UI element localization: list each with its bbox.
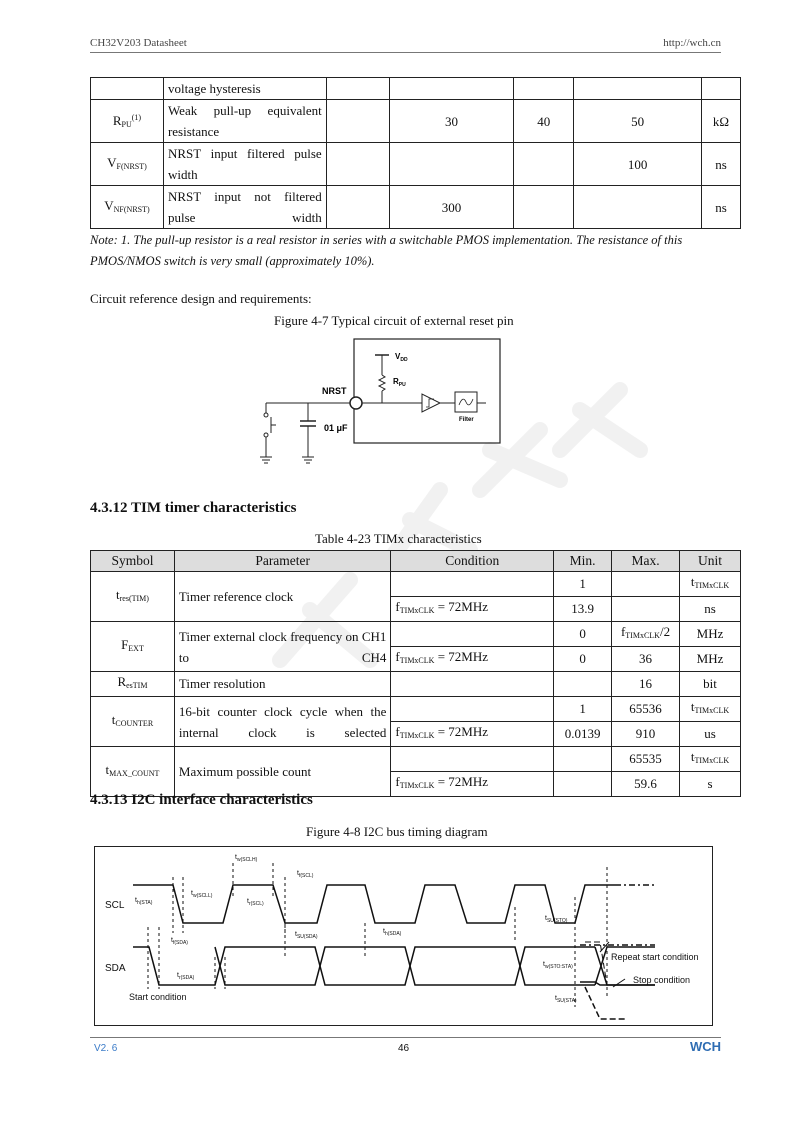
table-note: Note: 1. The pull-up resistor is a real resistor in series with a switchable PMOS implementation. The resistance of this PMOS/NMOS switch is very small (approximately 10%).	[90, 233, 683, 268]
unit-cell: $t_{TIMxCLK}$	[680, 697, 741, 722]
param-cell: voltage hysteresis	[163, 78, 326, 100]
footer-rule	[90, 1037, 721, 1038]
cond-cell	[391, 672, 554, 697]
max-cell: 100	[574, 143, 702, 186]
unit-cell: MHz	[680, 622, 741, 647]
min-cell: 30	[389, 100, 514, 143]
t-h-sta-label: $t_{h(STA)}$	[135, 897, 153, 906]
unit-cell: $t_{TIMxCLK}$	[680, 747, 741, 772]
cond-cell: $f_{TIMxCLK} = 72MHz$	[391, 772, 554, 797]
max-cell: 16	[612, 672, 680, 697]
unit-cell: MHz	[680, 647, 741, 672]
t-su-sta-label: $t_{SU(STA)}$	[555, 995, 577, 1004]
rpu-label: $R_{PU}$	[393, 377, 406, 388]
table-row	[91, 622, 741, 647]
min-cell: 1	[554, 697, 612, 722]
stop-condition-label: Stop condition	[633, 975, 691, 985]
param-cell: 16-bit counter clock cycle when the internal clock is selected	[174, 697, 391, 747]
unit-cell: us	[680, 722, 741, 747]
t-h-sda-label: $t_{h(SDA)}$	[383, 928, 402, 937]
col-header: Max.	[612, 551, 680, 572]
cond-cell: $f_{TIMxCLK} = 72MHz$	[391, 597, 554, 622]
max-cell	[612, 597, 680, 622]
nrst-pin	[350, 397, 362, 409]
col-header: Parameter	[174, 551, 391, 572]
t-su-sda-label: $t_{SU(SDA)}$	[295, 931, 318, 940]
param-cell: NRST input not filtered pulse width	[163, 186, 326, 229]
symbol-cell: $F_{EXT}$	[91, 622, 175, 672]
max-cell	[574, 186, 702, 229]
scl-waveform	[133, 885, 615, 923]
min-cell: 1	[554, 572, 612, 597]
max-cell: 65536	[612, 697, 680, 722]
max-cell: $f_{TIMxCLK}/2$	[612, 622, 680, 647]
header-url[interactable]: http://wch.cn	[663, 37, 721, 49]
tim-table	[90, 550, 741, 797]
table-row	[91, 78, 741, 100]
symbol-cell: $V_{NF(NRST)}$	[91, 186, 164, 229]
min-cell	[554, 772, 612, 797]
param-cell: Maximum possible count	[174, 747, 391, 797]
table-row	[91, 100, 741, 143]
min-cell	[389, 143, 514, 186]
unit-cell: kΩ	[701, 100, 740, 143]
wch-logo: WCH	[689, 1039, 721, 1054]
start-condition-label: Start condition	[129, 992, 187, 1002]
i2c-timing-diagram	[94, 846, 713, 1026]
typ-cell	[514, 143, 574, 186]
cond-cell: $f_{TIMxCLK} = 72MHz$	[391, 647, 554, 672]
max-cell: 36	[612, 647, 680, 672]
t-f-scl-label: $t_{f(SCL)}$	[297, 870, 314, 879]
cond-cell: $f_{TIMxCLK} = 72MHz$	[391, 722, 554, 747]
section-tim-title: 4.3.12 TIM timer characteristics	[90, 500, 297, 516]
nrst-label: NRST	[322, 386, 347, 396]
typ-cell: 40	[514, 100, 574, 143]
footer-page-number: 46	[398, 1043, 410, 1054]
table-4-23-caption: Table 4-23 TIMx characteristics	[315, 531, 482, 546]
min-cell: 13.9	[554, 597, 612, 622]
table-row	[91, 186, 741, 229]
table-row	[91, 572, 741, 597]
unit-cell: $t_{TIMxCLK}$	[680, 572, 741, 597]
t-w-stosta-label: $t_{w(STO:STA)}$	[543, 961, 573, 970]
reset-circuit-diagram	[250, 337, 510, 469]
unit-cell: ns	[701, 186, 740, 229]
cond-cell	[391, 572, 554, 597]
col-header: Symbol	[91, 551, 175, 572]
t-su-sto-label: $t_{SU(STO)}$	[545, 915, 568, 924]
schmitt-buffer	[422, 394, 440, 412]
filter-label: Filter	[459, 417, 474, 423]
unit-cell: ns	[680, 597, 741, 622]
circuit-intro: Circuit reference design and requirements:	[90, 291, 312, 306]
t-r-sda-label: $t_{r(SDA)}$	[177, 972, 195, 981]
col-header: Unit	[680, 551, 741, 572]
param-cell: Timer external clock frequency on CH1 to CH4	[174, 622, 391, 672]
min-cell	[554, 747, 612, 772]
col-header: Condition	[391, 551, 554, 572]
min-cell	[554, 672, 612, 697]
symbol-cell: $R_{PU}^{(1)}$	[91, 100, 164, 143]
unit-cell: ns	[701, 143, 740, 186]
cond-cell	[391, 697, 554, 722]
max-cell: 65535	[612, 747, 680, 772]
symbol-cell: $t_{MAX\_COUNT}$	[91, 747, 175, 797]
t-w-sclh-label: $t_{w(SCLH)}$	[235, 854, 258, 863]
header-title: CH32V203 Datasheet	[90, 37, 187, 49]
sda-waveform	[133, 947, 655, 985]
cond-cell	[391, 747, 554, 772]
max-cell: 910	[612, 722, 680, 747]
table-row	[91, 747, 741, 772]
header-rule	[90, 52, 721, 53]
table-row	[91, 672, 741, 697]
section-i2c-title: 4.3.13 I2C interface characteristics	[90, 792, 313, 808]
vdd-label: $V_{DD}$	[395, 352, 408, 363]
symbol-cell: $t_{COUNTER}$	[91, 697, 175, 747]
figure-4-7-caption: Figure 4-7 Typical circuit of external reset pin	[274, 313, 514, 328]
table-row	[91, 143, 741, 186]
cond-cell	[391, 622, 554, 647]
min-cell: 0	[554, 647, 612, 672]
t-w-scll-label: $t_{w(SCLL)}$	[191, 890, 213, 899]
pullup-resistor	[379, 375, 385, 391]
col-header: Min.	[554, 551, 612, 572]
min-cell: 0.0139	[554, 722, 612, 747]
param-cell: Timer reference clock	[174, 572, 391, 622]
param-cell: Weak pull-up equivalent resistance	[163, 100, 326, 143]
table-header-row	[91, 551, 741, 572]
min-cell: 0	[554, 622, 612, 647]
t-r-scl-label: $t_{r(SCL)}$	[247, 898, 264, 907]
figure-4-8-caption: Figure 4-8 I2C bus timing diagram	[306, 824, 488, 839]
stop-arrow	[613, 979, 625, 987]
repeat-start-label: Repeat start condition	[611, 952, 699, 962]
typ-cell	[514, 186, 574, 229]
unit-cell: bit	[680, 672, 741, 697]
param-cell: NRST input filtered pulse width	[163, 143, 326, 186]
max-cell	[612, 572, 680, 597]
table-row	[91, 697, 741, 722]
symbol-cell: $V_{F(NRST)}$	[91, 143, 164, 186]
unit-cell: s	[680, 772, 741, 797]
capacitor-label: 01 μF	[324, 423, 348, 433]
footer-version: V2. 6	[94, 1043, 118, 1054]
min-cell: 300	[389, 186, 514, 229]
param-cell: Timer resolution	[174, 672, 391, 697]
max-cell: 59.6	[612, 772, 680, 797]
max-cell: 50	[574, 100, 702, 143]
symbol-cell: $t_{res(TIM)}$	[91, 572, 175, 622]
reset-pin-table	[90, 77, 741, 229]
symbol-cell: $R_{esTIM}$	[91, 672, 175, 697]
t-f-sda-label: $t_{f(SDA)}$	[171, 937, 188, 946]
scl-label: SCL	[105, 900, 125, 911]
sda-label: SDA	[105, 963, 126, 974]
reset-switch	[264, 413, 268, 417]
